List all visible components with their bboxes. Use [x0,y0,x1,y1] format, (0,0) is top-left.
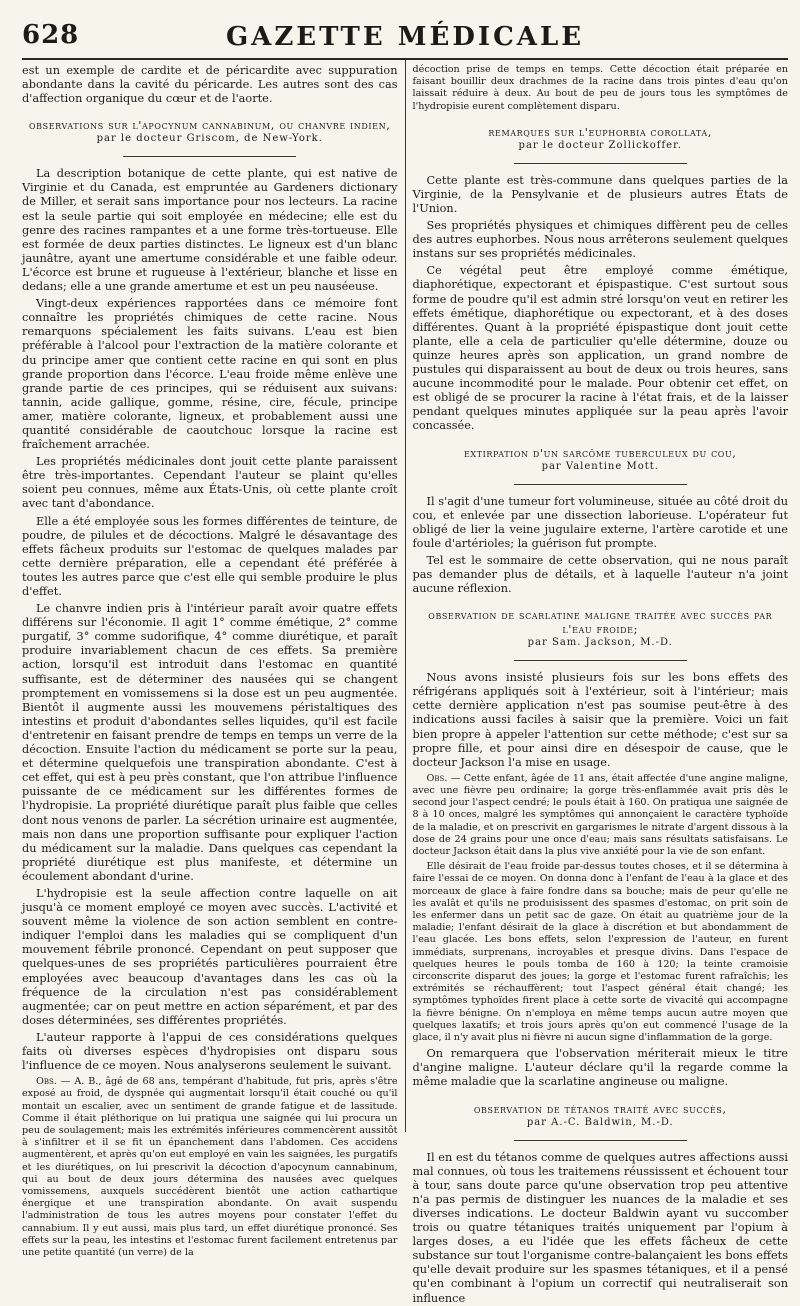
left-paragraph-2: La description botanique de cette plante, qui est native de Virginie et du Canada, est empruntée au Gardeners dictionary de Miller, et serait sans importance pour nos lecteurs. La racine est la seule partie qui soit employée en médecine; elle est du genre des racines rampantes et a une forme très-tortueuse. Elle est formée de deux parties distinctes. Le ligneux est d'un blanc jaunâtre, ayant une amertume considérable et une faible odeur. L'écorce est brune et rugueuse à l'extérieur, blanche et lisse en dedans; elle a une grande amertume et est un peu nauséeuse. [22,167,398,294]
heading-divider [123,156,296,157]
heading-divider [514,163,687,164]
section-heading-tetanos [413,1102,789,1141]
left-paragraph-4: Les propriétés médicinales dont jouit cette plante paraissent être très-importantes. Cependant l'auteur se plaint qu'elles soient peu connues, même aux États-Unis, où cette plante croît avec tant d'abondance. [22,455,398,511]
heading-divider [514,660,687,661]
observation-label: Obs. [36,1076,57,1088]
heading-byline: par le docteur Zollickoffer. [518,139,682,151]
journal-title: GAZETTE MÉDICALE [225,22,585,52]
heading-title: observations sur l'apocynum cannabinum, ou chanvre indien, [29,118,391,133]
page-header [22,14,788,60]
right-paragraph-7: Nous avons insisté plusieurs fois sur les bons effets des réfrigérans appliqués soit à l'extérieur, soit à l'intérieur; mais cette dernière application n'est pas soumise peut-être à des indications aussi faciles à saisir que la première. Voici un fait bien propre à appeler l'attention sur cette méthode; c'est sur sa propre fille, et pour ainsi dire en désespoir de cause, que le docteur Jackson l'a mise en usage. [412,671,788,769]
right-paragraph-3: Ses propriétés physiques et chimiques diffèrent peu de celles des autres euphorbes. Nous nous arrêterons seulement quelques instans sur ses propriétés médicinales. [412,219,788,261]
heading-title: observation de tétanos traité avec succès, [473,1101,727,1116]
heading-byline: par A.-C. Baldwin, M.-D. [526,1116,674,1128]
right-paragraph-2: Cette plante est très-commune dans quelques parties de la Virginie, de la Pensylvanie et de plusieurs autres États de l'Union. [412,173,788,215]
heading-byline: par Valentine Mott. [541,460,659,472]
heading-divider [514,484,687,485]
left-paragraph-7: L'hydropisie est la seule affection contre laquelle on ait jusqu'à ce moment employé ce moyen avec succès. L'activité et souvent même la violence de son action semblent en contre-indiquer l'emploi dans les maladies qui se compliquent d'un mouvement fébrile prononcé. Cependant on peut supposer que quelques-unes de ses propriétés particulières pourraient être employées avec beaucoup d'avantages dans les cas où la fréquence de la circulation n'est pas considérablement augmentée; car on peut mettre en action séparément, et par des doses déterminées, ses différentes propriétés. [22,886,398,1027]
heading-title: remarques sur l'euphorbia corollata, [488,124,713,139]
observation-label: Obs. [426,772,448,784]
article-columns [22,60,788,1305]
right-paragraph-9: Il en est du tétanos comme de quelques autres affections aussi mal connues, où tous les traitemens réussissent et échouent tour à tour, sans doute parce qu'une observation trop peu attentive n'a pas permis de distinguer les nuances de la maladie et ses diverses indications. Le docteur Baldwin ayant vu succomber trois ou quatre tétaniques traités uniquement par l'opium à larges doses, a eu l'idée que les effets fâcheux de cette substance sur tout l'organisme contre-balançaient les bons effets qu'elle devait produire sur les spasmes tétaniques, et il a pensé qu'en combinant à l'opium un correctif qui neutraliserait son influence [412,1150,788,1305]
left-paragraph-3: Vingt-deux expériences rapportées dans ce mémoire font connaître les propriétés chimiques de cette racine. Nous remarquons spécialement les faits suivans. L'eau est bien préférable à l'alcool pour l'extraction de la matière colorante et du principe amer que contient cette racine en qui sont en plus grande proportion dans l'écorce. L'eau froide même enlève une grande partie de ces principes, qui se réduisent aux suivans: tannin, acide gallique, gomme, résine, cire, fécule, principe amer, matière colorante, ligneux, et probablement aussi une quantité considérable de caoutchouc lorsque la racine est fraîchement arrachée. [22,297,398,452]
heading-byline: par Sam. Jackson, M.-D. [527,637,673,649]
section-heading-sarcome [413,446,789,485]
right-paragraph-6: Tel est le sommaire de cette observation, qui ne nous paraît pas demander plus de détails, et à laquelle l'auteur n'a joint aucune réflexion. [412,553,788,596]
page-number: 628 [22,20,80,50]
left-observation [22,1076,398,1259]
section-heading-apocynum [22,118,398,157]
right-column [406,60,789,1305]
left-column [22,60,405,1259]
right-paragraph-5: Il s'agit d'une tumeur fort volumineuse, située au côté droit du cou, et enlevée par une dissection laborieuse. L'opérateur fut obligé de lier la veine jugulaire externe, l'artère carotide et une foule d'artérioles; la guérison fut prompte. [412,494,788,550]
left-paragraph-5: Elle a été employée sous les formes différentes de teinture, de poudre, de pilules et de décoctions. Malgré le désavantage des effets fâcheux produits sur l'estomac de quelques malades par cette dernière préparation, elle a cependant été préférée à toutes les autres parce que c'est elle qui semble produire le plus d'effet. [22,514,398,598]
section-heading-scarlatine [413,608,789,661]
left-paragraph-8: L'auteur rapporte à l'appui de ces considérations quelques faits où diverses espèces d'hydropisies ont disparu sous l'influence de ce moyen. Nous analyserons seulement le suivant. [22,1030,398,1073]
right-observation [413,773,789,858]
left-paragraph-6: Le chanvre indien pris à l'intérieur paraît avoir quatre effets différens sur l'économie. Il agit 1° comme émétique, 2° comme purgatif, 3° comme sudorifique, 4° comme diurétique, et paraît produire invariablement chacun de ces effets. Sa première action, lorsqu'il est introduit dans l'estomac en quantité suffisante, est de déterminer des nausées qui se changent promptement en vomissemens si la dose est un peu augmentée. Bientôt il augmente aussi les mouvemens péristaltiques des intestins et produit d'abondantes selles liquides, qu'il est facile d'entretenir en faisant prendre de temps en temps un verre de la décoction. Ensuite l'action du médicament se porte sur la peau, et détermine quelquefois une transpiration abondante. C'est à cet effet, qui est à peu près constant, que l'on attribue l'influence puissante de ce médicament sur les différentes formes de l'hydropisie. La propriété diurétique paraît plus faible que celles dont nous venons de parler. La sécrétion urinaire est augmentée, mais non dans une proportion suffisante pour expliquer l'action du médicament sur la maladie. Dans quelques cas cependant la propriété diurétique est plus manifeste, et détermine un écoulement abondant d'urine. [22,602,398,883]
right-paragraph-1: décoction prise de temps en temps. Cette décoction était préparée en faisant bouillir deux drachmes de la racine dans trois pintes d'eau qu'on laissait réduire à deux. Au bout de peu de jours tous les symptômes de l'hydropisie eurent complètement disparu. [412,64,788,112]
heading-title: observation de scarlatine maligne traitée avec succès par l'eau froide; [428,608,773,637]
left-paragraph-1: est un exemple de cardite et de péricardite avec suppuration abondante dans la cavité du péricarde. Les autres sont des cas d'affection organique du cœur et de l'aorte. [22,64,398,106]
section-heading-euphorbia [413,125,789,164]
observation-text: — Cette enfant, âgée de 11 ans, était affectée d'une angine maligne, avec une fièvre peu ordinaire; la gorge très-enflammée avait pris dès le second jour l'aspect cendré; le pouls était à 160. On pratiqua une saignée de 8 à 10 onces, malgré les symptômes qui annonçaient le caractère typhoïde de la maladie, et on prescrivit en gargarismes le nitrate d'argent dissous à la dose de 24 grains pour une once d'eau; mais sans résultats satisfaisans. Le docteur Jackson était dans la plus vive anxiété pour la vie de son enfant. [412,772,788,858]
heading-divider [514,1140,687,1141]
heading-byline: par le docteur Griscom, de New-York. [96,133,323,145]
heading-title: extirpation d'un sarcôme tuberculeux du cou, [463,445,737,460]
right-paragraph-8: On remarquera que l'observation mériterait mieux le titre d'angine maligne. L'auteur déclare qu'il la regarde comme la même maladie que la scarlatine angineuse ou maligne. [412,1047,788,1089]
right-paragraph-4: Ce végétal peut être employé comme émétique, diaphorétique, expectorant et épispastique. C'est surtout sous forme de poudre qu'il est admin stré lorsqu'on veut en retirer les effets émétique, diaphorétique ou expectorant, et à des doses différentes. Quant à la propriété épispastique dont jouit cette plante, elle a cela de particulier qu'elle détermine, douze ou quinze heures après son application, un grand nombre de pustules qui disparaissent au bout de deux ou trois heures, sans aucune incommodité pour le malade. Pour obtenir cet effet, on est obligé de se procurer la racine à l'état frais, et de la laisser pendant quelques minutes appliquée sur la peau après l'avoir concassée. [412,264,788,433]
observation-text: — A. B., âgé de 68 ans, tempérant d'habitude, fut pris, après s'être exposé au froid, de dyspnée qui augmentait lorsqu'il était couché ou qu'il montait un escalier, avec un sentiment de grande fatigue et de lassitude. Comme il était pléthorique on lui pratiqua une saignée qui lui procura un peu de soulagement; mais les extrémités inférieures commencèrent aussitôt à s'infiltrer et il se fit un épanchement dans l'abdomen. Ces accidens augmentèrent, et après qu'on eut employé en vain les saignées, les purgatifs et les diurétiques, on lui prescrivit la décoction d'apocynum cannabinum, qui au bout de deux jours détermina des nausées avec quelques vomissemens, auxquels succédèrent bientôt une action cathartique énergique et une transpiration abondante. On avait suspendu l'administration de tous les autres moyens pour constater l'effet du cannabium. Il y eut aussi, mais plus tard, un effet diurétique prononcé. Ses effets sur la peau, les intestins et l'estomac furent facilement entretenus par une petite quantité (un verre) de la [22,1076,398,1259]
right-observation-continued: Elle désirait de l'eau froide par-dessus toutes choses, et il se détermina à faire l'essai de ce moyen. On donna donc à l'enfant de l'eau à la glace et des morceaux de glace à faire fondre dans sa bouche; mais de peur qu'elle ne les avalât et qu'ils ne produisissent des spasmes d'estomac, on prit soin de les enfermer dans un petit sac de gaze. On était au quatrième jour de la maladie; l'enfant désirait de la glace à discrétion et but abondamment de l'eau glacée. Les bons effets, selon l'expression de l'auteur, en furent immédiats, surprenans, incroyables et presque divins. Dans l'espace de quelques heures le pouls tomba de 160 à 120; la teinte cramoisie circonscrite disparut des joues; la gorge et l'estomac furent rafraîchis; les extrémités se réchauffèrent; tout l'aspect général était changé; les symptômes typhoïdes firent place à cette sorte de vivacité qui accompagne la fièvre bénigne. On n'employa en même temps aucun autre moyen que quelques laxatifs; et trois jours après qu'on eut commencé l'usage de la glace, il n'y avait plus ni fièvre ni aucun signe d'inflammation de la gorge. [412,861,788,1044]
